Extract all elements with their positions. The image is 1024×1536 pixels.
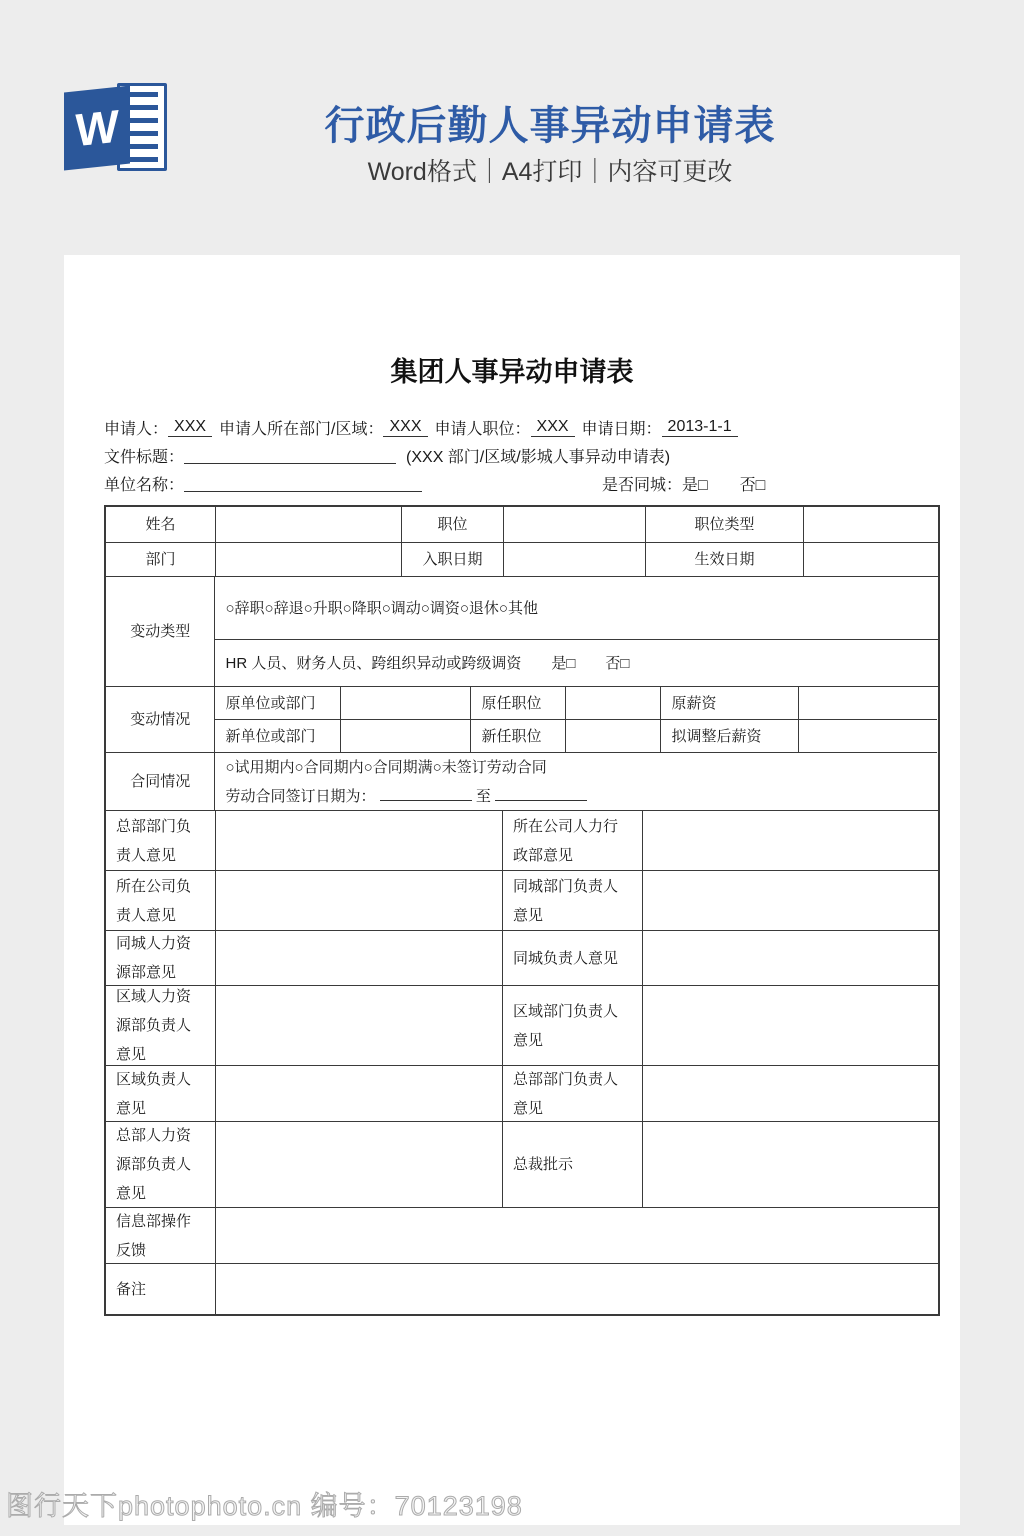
new-position-value-cell [566,720,661,753]
dept-label: 部门 [145,551,176,568]
dept-value-cell [216,543,402,577]
form-table [104,505,940,1316]
unit-name-line [104,469,940,497]
old-position-label-cell [471,687,566,720]
feedback-label: 信息部操作反馈 [116,1212,192,1259]
approval-left-label-cell [106,1122,216,1208]
table-row-remark [106,1264,938,1314]
contract-date-prefix: 劳动合同签订日期为： [225,787,376,805]
change-type-label: 变动类型 [130,623,191,640]
page-title: 行政后勤人事异动申请表 [324,104,776,148]
approval-right-label-cell [503,931,643,986]
dept-label-cell [106,543,216,577]
new-position-label-cell [471,720,566,753]
table-row-basic-2 [106,543,938,577]
file-title-line [104,441,940,469]
file-title-note: (XXX 部门/区域/影城人事异动申请表) [406,448,671,466]
table-row-basic-1 [106,507,938,543]
approval-right-label: 同城部门负责人意见 [513,877,619,924]
word-icon-letter: W [75,99,119,157]
applicant-label: 申请人： [104,420,169,438]
table-row-approval-4 [106,986,938,1066]
approval-right-value-cell [643,811,938,871]
approval-right-label: 总部部门负责人意见 [513,1070,619,1117]
old-unit-value-cell [341,687,471,720]
change-type-options: ○辞职○辞退○升职○降职○调动○调资○退休○其他 [225,599,538,617]
table-row-change-type [106,577,938,687]
contract-label: 合同情况 [130,773,191,790]
same-city-label: 是否同城：是□ 否□ [602,476,766,494]
old-salary-value-cell [799,687,937,720]
change-type-options-cell [215,577,938,640]
document-info [104,413,940,497]
department-value: XXX [383,418,427,437]
approval-right-label: 总裁批示 [513,1156,574,1173]
position-value: XXX [531,418,575,437]
new-position-label: 新任职位 [481,727,542,745]
approval-right-label-cell [503,986,643,1066]
unit-name-blank [184,474,422,492]
applicant-value: XXX [168,418,212,437]
position-label-cell [402,507,504,543]
approval-right-value-cell [643,1122,938,1208]
unit-name-label: 单位名称： [104,476,185,494]
old-salary-label-cell [661,687,799,720]
contract-date-blank-to [495,783,587,801]
approval-left-label-cell [106,931,216,986]
change-detail-row-new [215,720,938,753]
remark-label: 备注 [116,1280,147,1298]
change-detail-label: 变动情况 [130,711,191,728]
contract-content-cell [215,753,938,811]
approval-left-label-cell [106,811,216,871]
date-label: 申请日期： [581,420,662,438]
hire-date-label-cell [402,543,504,577]
approval-right-label: 区域部门负责人意见 [513,1002,619,1049]
table-row-approval-1 [106,811,938,871]
new-salary-value-cell [799,720,937,753]
approval-right-label: 所在公司人力行政部意见 [513,817,619,864]
approval-right-label-cell [503,1122,643,1208]
old-unit-label-cell [215,687,341,720]
table-row-contract [106,753,938,811]
position-label: 申请人职位： [434,420,531,438]
table-row-feedback [106,1208,938,1264]
name-label: 姓名 [145,516,176,533]
remark-value-cell [216,1264,938,1314]
document-page [64,255,960,1525]
approval-left-value-cell [216,811,503,871]
feedback-label-cell [106,1208,216,1264]
approval-right-value-cell [643,1066,938,1122]
change-detail-stack [215,687,938,753]
approval-left-value-cell [216,1066,503,1122]
file-title-blank [184,446,396,464]
remark-label-cell [106,1264,216,1314]
watermark: 图行天下photophoto.cn 编号：70123198 [6,1491,523,1521]
contract-date-mid: 至 [475,787,491,805]
old-unit-label: 原单位或部门 [225,694,316,712]
word-icon-sheet-lines [126,92,158,162]
contract-options-line: ○试用期内○合同期内○合同期满○未签订劳动合同 [225,758,547,776]
approval-left-label-cell [106,1066,216,1122]
file-title-label: 文件标题： [104,448,185,466]
approval-right-label-cell [503,871,643,931]
approval-left-value-cell [216,871,503,931]
approval-left-value-cell [216,931,503,986]
change-detail-row-old [215,687,938,720]
new-unit-label-cell [215,720,341,753]
table-row-approval-3 [106,931,938,986]
position-type-value-cell [804,507,938,543]
old-position-value-cell [566,687,661,720]
change-type-stack [215,577,938,687]
position-value-cell [504,507,646,543]
contract-date-line [225,782,587,811]
word-icon [60,80,172,176]
change-type-hr-line: HR 人员、财务人员、跨组织异动或跨级调资 是□ 否□ [225,654,630,672]
hire-date-label: 入职日期 [422,551,483,568]
document-title: 集团人事异动申请表 [390,357,634,387]
approval-right-value-cell [643,931,938,986]
approval-left-label: 区域人力资源部负责人意见 [116,988,192,1063]
table-row-change-detail [106,687,938,753]
effective-date-value-cell [804,543,938,577]
hire-date-value-cell [504,543,646,577]
approval-right-label: 同城负责人意见 [513,949,619,967]
effective-date-label: 生效日期 [694,551,755,568]
new-salary-label-cell [661,720,799,753]
approval-right-label-cell [503,811,643,871]
name-value-cell [216,507,402,543]
page-subtitle: Word格式｜A4打印｜内容可更改 [367,158,733,186]
approval-right-value-cell [643,986,938,1066]
approval-left-label-cell [106,986,216,1066]
word-icon-flag [64,86,130,171]
date-value: 2013-1-1 [662,418,738,437]
approval-left-label: 同城人力资源部意见 [116,935,192,981]
approval-left-value-cell [216,986,503,1066]
change-type-label-cell [106,577,215,687]
contract-label-cell [106,753,215,811]
approval-left-label: 总部人力资源部负责人意见 [116,1127,192,1202]
approval-left-label: 总部部门负责人意见 [116,817,192,864]
approval-left-value-cell [216,1122,503,1208]
table-row-approval-5 [106,1066,938,1122]
feedback-value-cell [216,1208,938,1264]
approval-left-label: 所在公司负责人意见 [116,877,192,924]
new-unit-label: 新单位或部门 [225,727,316,745]
change-type-hr-cell [215,640,938,687]
applicant-line [104,413,940,441]
old-salary-label: 原薪资 [671,694,717,712]
effective-date-label-cell [646,543,804,577]
approval-left-label: 区域负责人意见 [116,1070,192,1117]
name-label-cell [106,507,216,543]
contract-date-blank-from [380,783,472,801]
new-salary-label: 拟调整后薪资 [671,727,762,745]
new-unit-value-cell [341,720,471,753]
approval-left-label-cell [106,871,216,931]
change-detail-label-cell [106,687,215,753]
old-position-label: 原任职位 [481,694,542,712]
table-row-approval-6 [106,1122,938,1208]
table-row-approval-2 [106,871,938,931]
approval-right-label-cell [503,1066,643,1122]
position-type-label: 职位类型 [694,516,755,533]
approval-right-value-cell [643,871,938,931]
department-label: 申请人所在部门/区域： [219,420,384,438]
position-type-label-cell [646,507,804,543]
position-label: 职位 [437,516,468,533]
